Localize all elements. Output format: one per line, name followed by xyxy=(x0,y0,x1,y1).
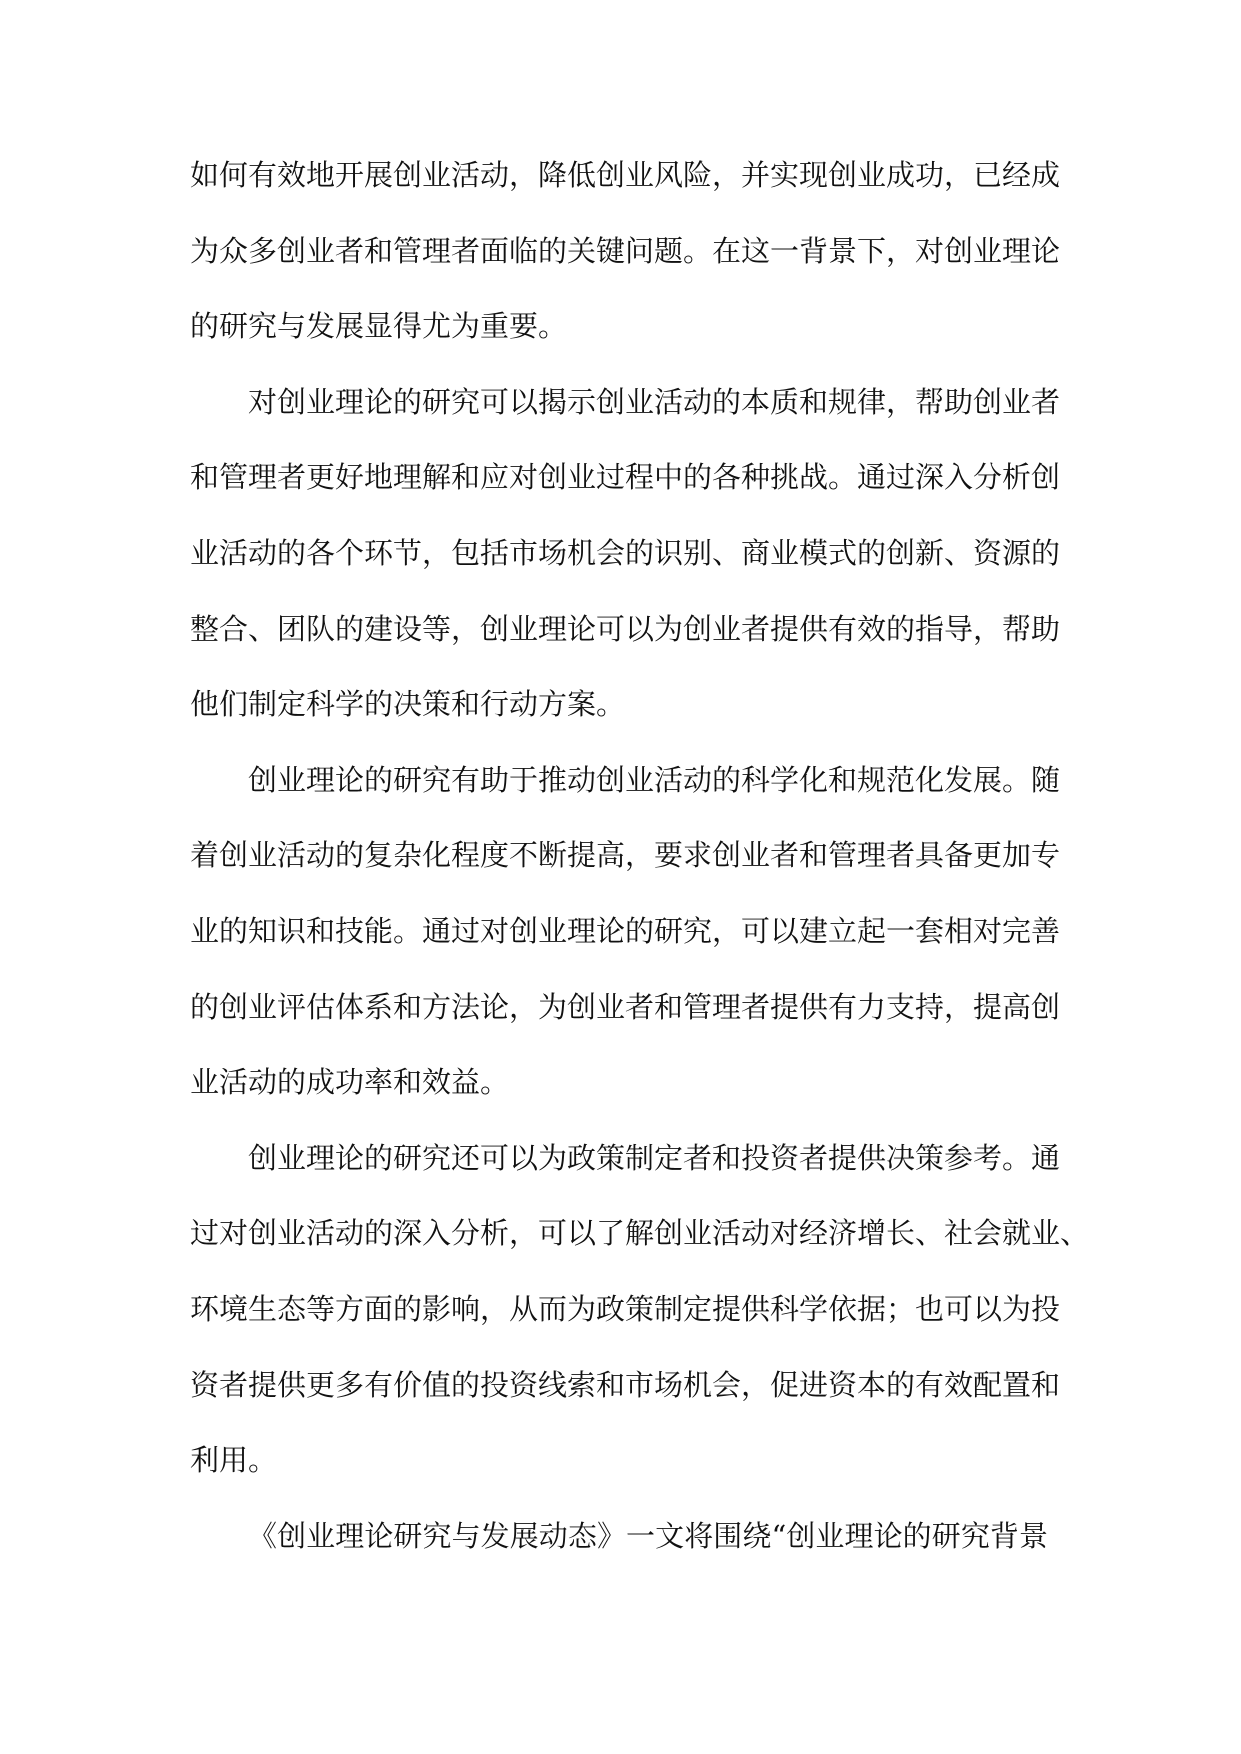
paragraph-4-line-5: 利用。 xyxy=(190,1443,278,1478)
paragraph-4-line-1: 创业理论的研究还可以为政策制定者和投资者提供决策参考。通 xyxy=(248,1140,1061,1175)
paragraph-3-line-4: 的创业评估体系和方法论，为创业者和管理者提供有力支持，提高创 xyxy=(190,989,1061,1024)
paragraph-4-line-2: 过对创业活动的深入分析，可以了解创业活动对经济增长、社会就业、 xyxy=(190,1216,1090,1251)
paragraph-2 xyxy=(190,365,1061,743)
document-body xyxy=(190,138,1090,1574)
paragraph-3-line-2: 着创业活动的复杂化程度不断提高，要求创业者和管理者具备更加专 xyxy=(190,838,1061,873)
paragraph-1-line-2: 为众多创业者和管理者面临的关键问题。在这一背景下，对创业理论 xyxy=(190,233,1061,268)
paragraph-2-line-3: 业活动的各个环节，包括市场机会的识别、商业模式的创新、资源的 xyxy=(190,535,1061,570)
paragraph-4 xyxy=(190,1121,1090,1499)
paragraph-2-line-4: 整合、团队的建设等，创业理论可以为创业者提供有效的指导，帮助 xyxy=(190,611,1061,646)
paragraph-3-line-1: 创业理论的研究有助于推动创业活动的科学化和规范化发展。随 xyxy=(248,762,1061,797)
paragraph-4-line-4: 资者提供更多有价值的投资线索和市场机会，促进资本的有效配置和 xyxy=(190,1367,1061,1402)
paragraph-2-line-1: 对创业理论的研究可以揭示创业活动的本质和规律，帮助创业者 xyxy=(248,384,1061,419)
paragraph-1-line-1: 如何有效地开展创业活动，降低创业风险，并实现创业成功，已经成 xyxy=(190,158,1061,192)
paragraph-1 xyxy=(190,138,1061,365)
paragraph-3 xyxy=(190,743,1061,1121)
paragraph-2-line-2: 和管理者更好地理解和应对创业过程中的各种挑战。通过深入分析创 xyxy=(190,460,1061,495)
paragraph-3-line-3: 业的知识和技能。通过对创业理论的研究，可以建立起一套相对完善 xyxy=(190,913,1061,948)
paragraph-1-line-3: 的研究与发展显得尤为重要。 xyxy=(190,309,568,344)
paragraph-5-line-1: 《创业理论研究与发展动态》一文将围绕“创业理论的研究背景 xyxy=(248,1518,1048,1553)
paragraph-3-line-5: 业活动的成功率和效益。 xyxy=(190,1065,510,1100)
paragraph-5 xyxy=(190,1499,1048,1575)
paragraph-4-line-3: 环境生态等方面的影响，从而为政策制定提供科学依据；也可以为投 xyxy=(190,1291,1061,1326)
paragraph-2-line-5: 他们制定科学的决策和行动方案。 xyxy=(190,687,626,722)
